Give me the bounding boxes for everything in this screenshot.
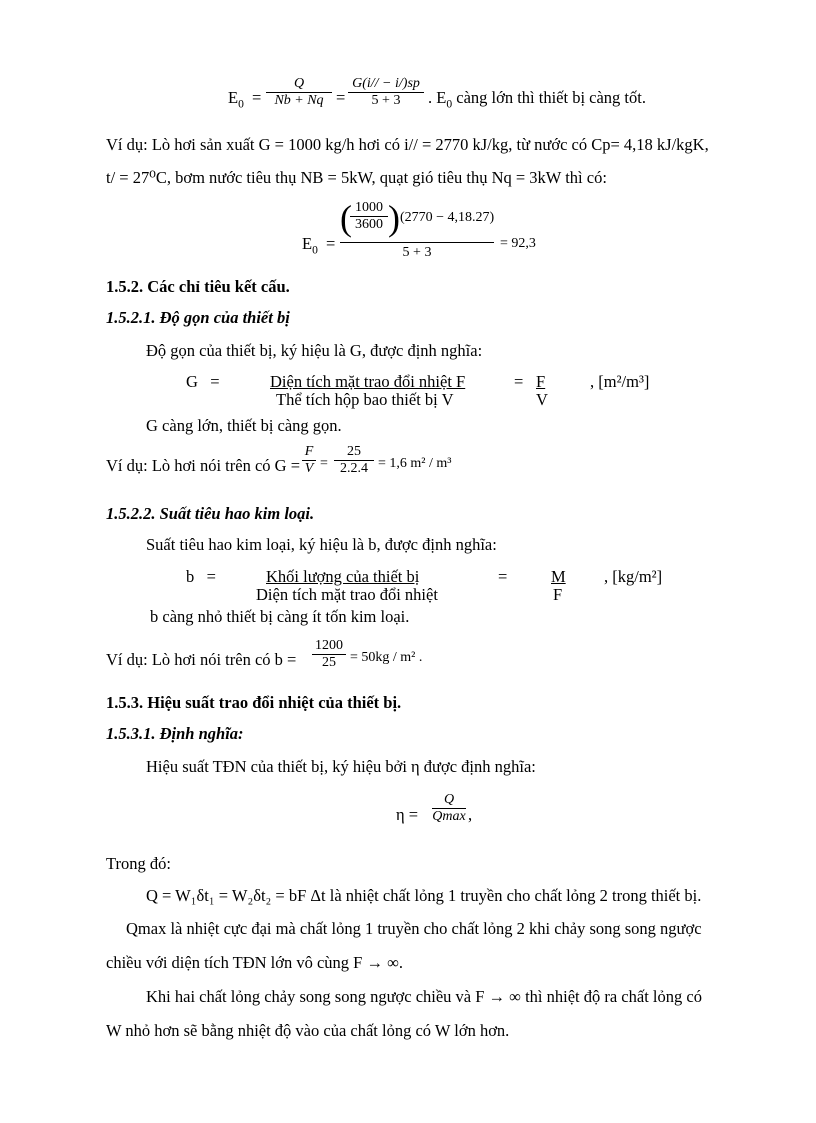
- heading-1-5-3-1: 1.5.3.1. Định nghĩa:: [106, 724, 244, 743]
- g-intro: Độ gọn của thiết bị, ký hiệu là G, được định nghĩa:: [146, 341, 483, 360]
- g-eq: =: [514, 372, 524, 391]
- eta-fraction: [432, 792, 466, 825]
- b-example-result: = 50kg / m² .: [350, 650, 423, 665]
- g-sym-den: V: [536, 390, 548, 409]
- e0n-denominator: 5 + 3: [402, 245, 432, 260]
- g-sym-num: F: [536, 372, 546, 391]
- e0n-result: = 92,3: [500, 236, 536, 251]
- e0-eq2: =: [336, 88, 346, 107]
- e0n-paren-expr: (2770 − 4,18.27): [400, 210, 495, 225]
- last-line2: W nhỏ hơn sẽ bằng nhiệt độ vào của chất lỏng có W lớn hơn.: [106, 1021, 510, 1040]
- e0n-inner-den: 3600: [355, 217, 383, 232]
- g-example-text: Ví dụ: Lò hơi nói trên có G =: [106, 456, 301, 475]
- b-intro: Suất tiêu hao kim loại, ký hiệu là b, được định nghĩa:: [146, 535, 497, 554]
- e0-f1-num: Q: [293, 76, 305, 91]
- eta-num: Q: [443, 792, 455, 807]
- qmax-line1: Qmax là nhiệt cực đại mà chất lỏng 1 truyền cho chất lỏng 2 khi chảy song song ngược: [126, 919, 702, 938]
- e0-f2-num: G(i// − i/)sp: [352, 76, 420, 91]
- eta-den: Qmax: [432, 809, 466, 824]
- e0-f2-den: 5 + 3: [371, 93, 401, 108]
- q-definition: Q = W₁δt₁ = W₂δt₂ = bF Δt là nhiệt chất lỏng 1 truyền cho chất lỏng 2 trong thiết bị.: [146, 886, 702, 905]
- g-example-f-num: F: [304, 444, 314, 459]
- qmax-line2: chiều với diện tích TĐN lớn vô cùng F → ∞.: [106, 953, 403, 972]
- e0n-inner-num: 1000: [355, 200, 383, 215]
- left-paren: (: [340, 198, 352, 238]
- heading-1-5-3: 1.5.3. Hiệu suất trao đổi nhiệt của thiết bị.: [106, 693, 402, 712]
- heading-1-5-2: 1.5.2. Các chỉ tiêu kết cấu.: [106, 277, 290, 296]
- b-sym-num: M: [551, 567, 566, 586]
- e0n-eq: =: [326, 234, 336, 253]
- g-denominator: Thể tích hộp bao thiết bị V: [276, 390, 454, 409]
- e0-comment-sub: 0: [446, 98, 453, 111]
- e0n-sub: 0: [312, 244, 318, 257]
- b-example-num: 1200: [315, 638, 343, 653]
- g-example-eq: =: [320, 456, 328, 471]
- g-note: G càng lớn, thiết bị càng gọn.: [146, 416, 342, 435]
- example1-line2: t/ = 27⁰C, bơm nước tiêu thụ NB = 5kW, quạt gió tiêu thụ Nq = 3kW thì có:: [106, 168, 607, 187]
- b-unit: , [kg/m²]: [604, 567, 663, 586]
- e0-symbol: E: [228, 88, 239, 107]
- g-lhs: G =: [186, 372, 220, 391]
- e0n-numerator: [340, 198, 494, 242]
- heading-1-5-2-2: 1.5.2.2. Suất tiêu hao kim loại.: [106, 504, 315, 523]
- e0-f1-den: Nb + Nq: [274, 93, 324, 108]
- last-line1: Khi hai chất lỏng chảy song song ngược chiều và F → ∞ thì nhiệt độ ra chất lỏng có: [146, 987, 702, 1006]
- b-eq: =: [498, 567, 508, 586]
- g-example-n-num: 25: [347, 444, 361, 459]
- right-paren: ): [388, 198, 400, 238]
- eta-lhs: η =: [396, 805, 419, 824]
- b-sym-den: F: [553, 585, 563, 604]
- e0n-symbol: E: [302, 234, 313, 253]
- e0n-lhs: [302, 234, 318, 260]
- example1-line1: Ví dụ: Lò hơi sản xuất G = 1000 kg/h hơi có i// = 2770 kJ/kg, từ nước có Cp= 4,18 kJ/kgK,: [106, 135, 709, 154]
- e0-fraction-1: [266, 76, 332, 109]
- g-unit: , [m²/m³]: [590, 372, 650, 391]
- g-example-fraction-2: [334, 444, 374, 477]
- e0-comment-a: . E: [428, 88, 447, 107]
- b-example-text: Ví dụ: Lò hơi nói trên có b =: [106, 650, 297, 669]
- g-example-f-den: V: [304, 461, 314, 476]
- e0-comment-b: càng lớn thì thiết bị càng tốt.: [452, 88, 646, 107]
- b-numerator: Khối lượng của thiết bị: [266, 567, 420, 586]
- b-lhs: b =: [186, 567, 216, 586]
- e0n-big-fraction: [340, 198, 494, 261]
- e0-sub: 0: [238, 98, 244, 111]
- eta-intro: Hiệu suất TĐN của thiết bị, ký hiệu bởi η được định nghĩa:: [146, 757, 536, 776]
- e0-eq1: =: [252, 88, 262, 107]
- eta-tail: ,: [468, 805, 473, 824]
- b-note: b càng nhỏ thiết bị càng ít tốn kim loại.: [150, 607, 410, 626]
- e0-comment: [428, 88, 646, 114]
- e0-fraction-2: [348, 76, 424, 109]
- g-example-result: = 1,6 m² / m³: [378, 456, 452, 471]
- g-numerator: Diện tích mặt trao đổi nhiệt F: [270, 372, 466, 391]
- e0-lhs: [228, 88, 244, 114]
- b-example-den: 25: [322, 655, 336, 670]
- b-example-fraction: [312, 638, 346, 671]
- g-example-fraction-1: [302, 444, 316, 477]
- b-denominator: Diện tích mặt trao đổi nhiệt: [256, 585, 438, 604]
- where-label: Trong đó:: [106, 854, 171, 873]
- e0n-inner-fraction: [350, 200, 388, 233]
- heading-1-5-2-1: 1.5.2.1. Độ gọn của thiết bị: [106, 308, 290, 327]
- g-example-n-den: 2.2.4: [340, 461, 368, 476]
